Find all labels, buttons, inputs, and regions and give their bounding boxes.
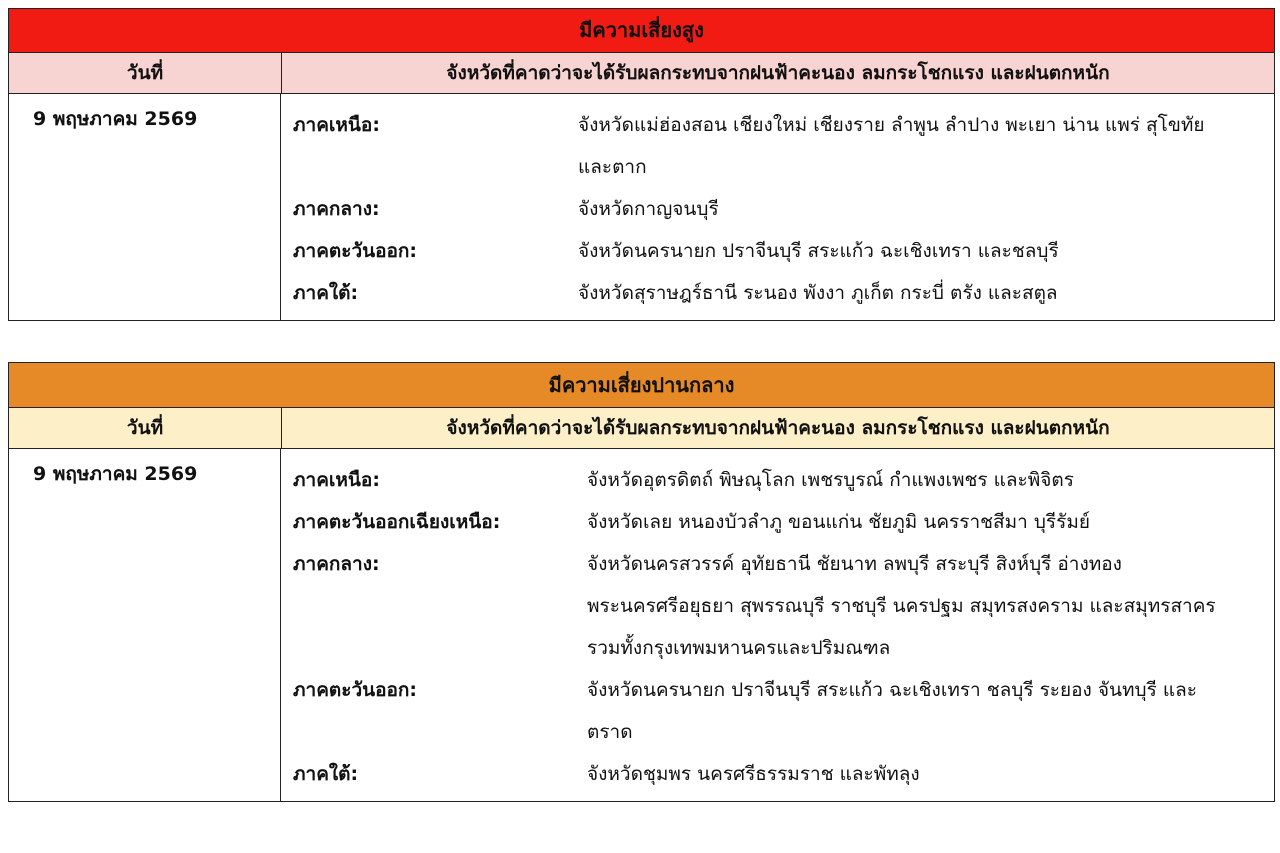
region-provinces: จังหวัดอุตรดิตถ์ พิษณุโลก เพชรบูรณ์ กำแพงเพชร และพิจิตร (587, 469, 1074, 491)
region-east (293, 669, 1274, 753)
medium-risk-body-row (9, 449, 1274, 801)
region-name: ภาคเหนือ: (293, 114, 380, 136)
region-provinces: จังหวัดนครสวรรค์ อุทัยธานี ชัยนาท ลพบุรี สระบุรี สิงห์บุรี อ่างทอง พระนครศรีอยุธยา สุพรรณบุรี ราชบุรี นครปฐม สมุทรสงคราม และสมุทรสาคร รวมทั้งกรุงเทพมหานครและปริมณฑล (587, 553, 1216, 659)
region-northeast (293, 501, 1274, 543)
region-south (293, 272, 1274, 314)
region-name: ภาคตะวันออกเฉียงเหนือ: (293, 511, 501, 533)
region-provinces: จังหวัดกาญจนบุรี (578, 198, 719, 220)
medium-risk-header-row (9, 408, 1274, 449)
date-cell: 9 พฤษภาคม 2569 (9, 94, 281, 320)
high-risk-body-row (9, 94, 1274, 320)
date-column-header: วันที่ (9, 53, 282, 93)
region-name: ภาคตะวันออก: (293, 679, 418, 701)
region-provinces: จังหวัดชุมพร นครศรีธรรมราช และพัทลุง (587, 763, 920, 785)
high-risk-table (8, 8, 1275, 321)
region-south (293, 753, 1274, 795)
medium-risk-title: มีความเสี่ยงปานกลาง (9, 363, 1274, 408)
region-name: ภาคตะวันออก: (293, 240, 418, 262)
region-east (293, 230, 1274, 272)
provinces-column-header: จังหวัดที่คาดว่าจะได้รับผลกระทบจากฝนฟ้าคะนอง ลมกระโชกแรง และฝนตกหนัก (446, 417, 1110, 439)
provinces-column-header: จังหวัดที่คาดว่าจะได้รับผลกระทบจากฝนฟ้าคะนอง ลมกระโชกแรง และฝนตกหนัก (446, 62, 1110, 84)
date-column-header: วันที่ (9, 408, 282, 448)
region-name: ภาคกลาง: (293, 198, 380, 220)
regions-cell (281, 449, 1274, 801)
region-name: ภาคใต้: (293, 763, 359, 785)
region-provinces: จังหวัดนครนายก ปราจีนบุรี สระแก้ว ฉะเชิงเทรา และชลบุรี (578, 240, 1059, 262)
high-risk-header-row (9, 53, 1274, 94)
region-provinces: จังหวัดนครนายก ปราจีนบุรี สระแก้ว ฉะเชิงเทรา ชลบุรี ระยอง จันทบุรี และตราด (587, 679, 1197, 743)
region-north (293, 459, 1274, 501)
medium-risk-table (8, 362, 1275, 802)
date-cell: 9 พฤษภาคม 2569 (9, 449, 281, 801)
region-north (293, 104, 1274, 188)
region-name: ภาคกลาง: (293, 553, 380, 575)
region-name: ภาคเหนือ: (293, 469, 380, 491)
region-central (293, 188, 1274, 230)
regions-cell (281, 94, 1274, 320)
region-name: ภาคใต้: (293, 282, 359, 304)
region-central (293, 543, 1274, 669)
region-provinces: จังหวัดแม่ฮ่องสอน เชียงใหม่ เชียงราย ลำพูน ลำปาง พะเยา น่าน แพร่ สุโขทัย และตาก (578, 114, 1205, 178)
high-risk-title: มีความเสี่ยงสูง (9, 9, 1274, 53)
region-provinces: จังหวัดสุราษฎร์ธานี ระนอง พังงา ภูเก็ต กระบี่ ตรัง และสตูล (578, 282, 1058, 304)
region-provinces: จังหวัดเลย หนองบัวลำภู ขอนแก่น ชัยภูมิ นครราชสีมา บุรีรัมย์ (587, 511, 1090, 533)
